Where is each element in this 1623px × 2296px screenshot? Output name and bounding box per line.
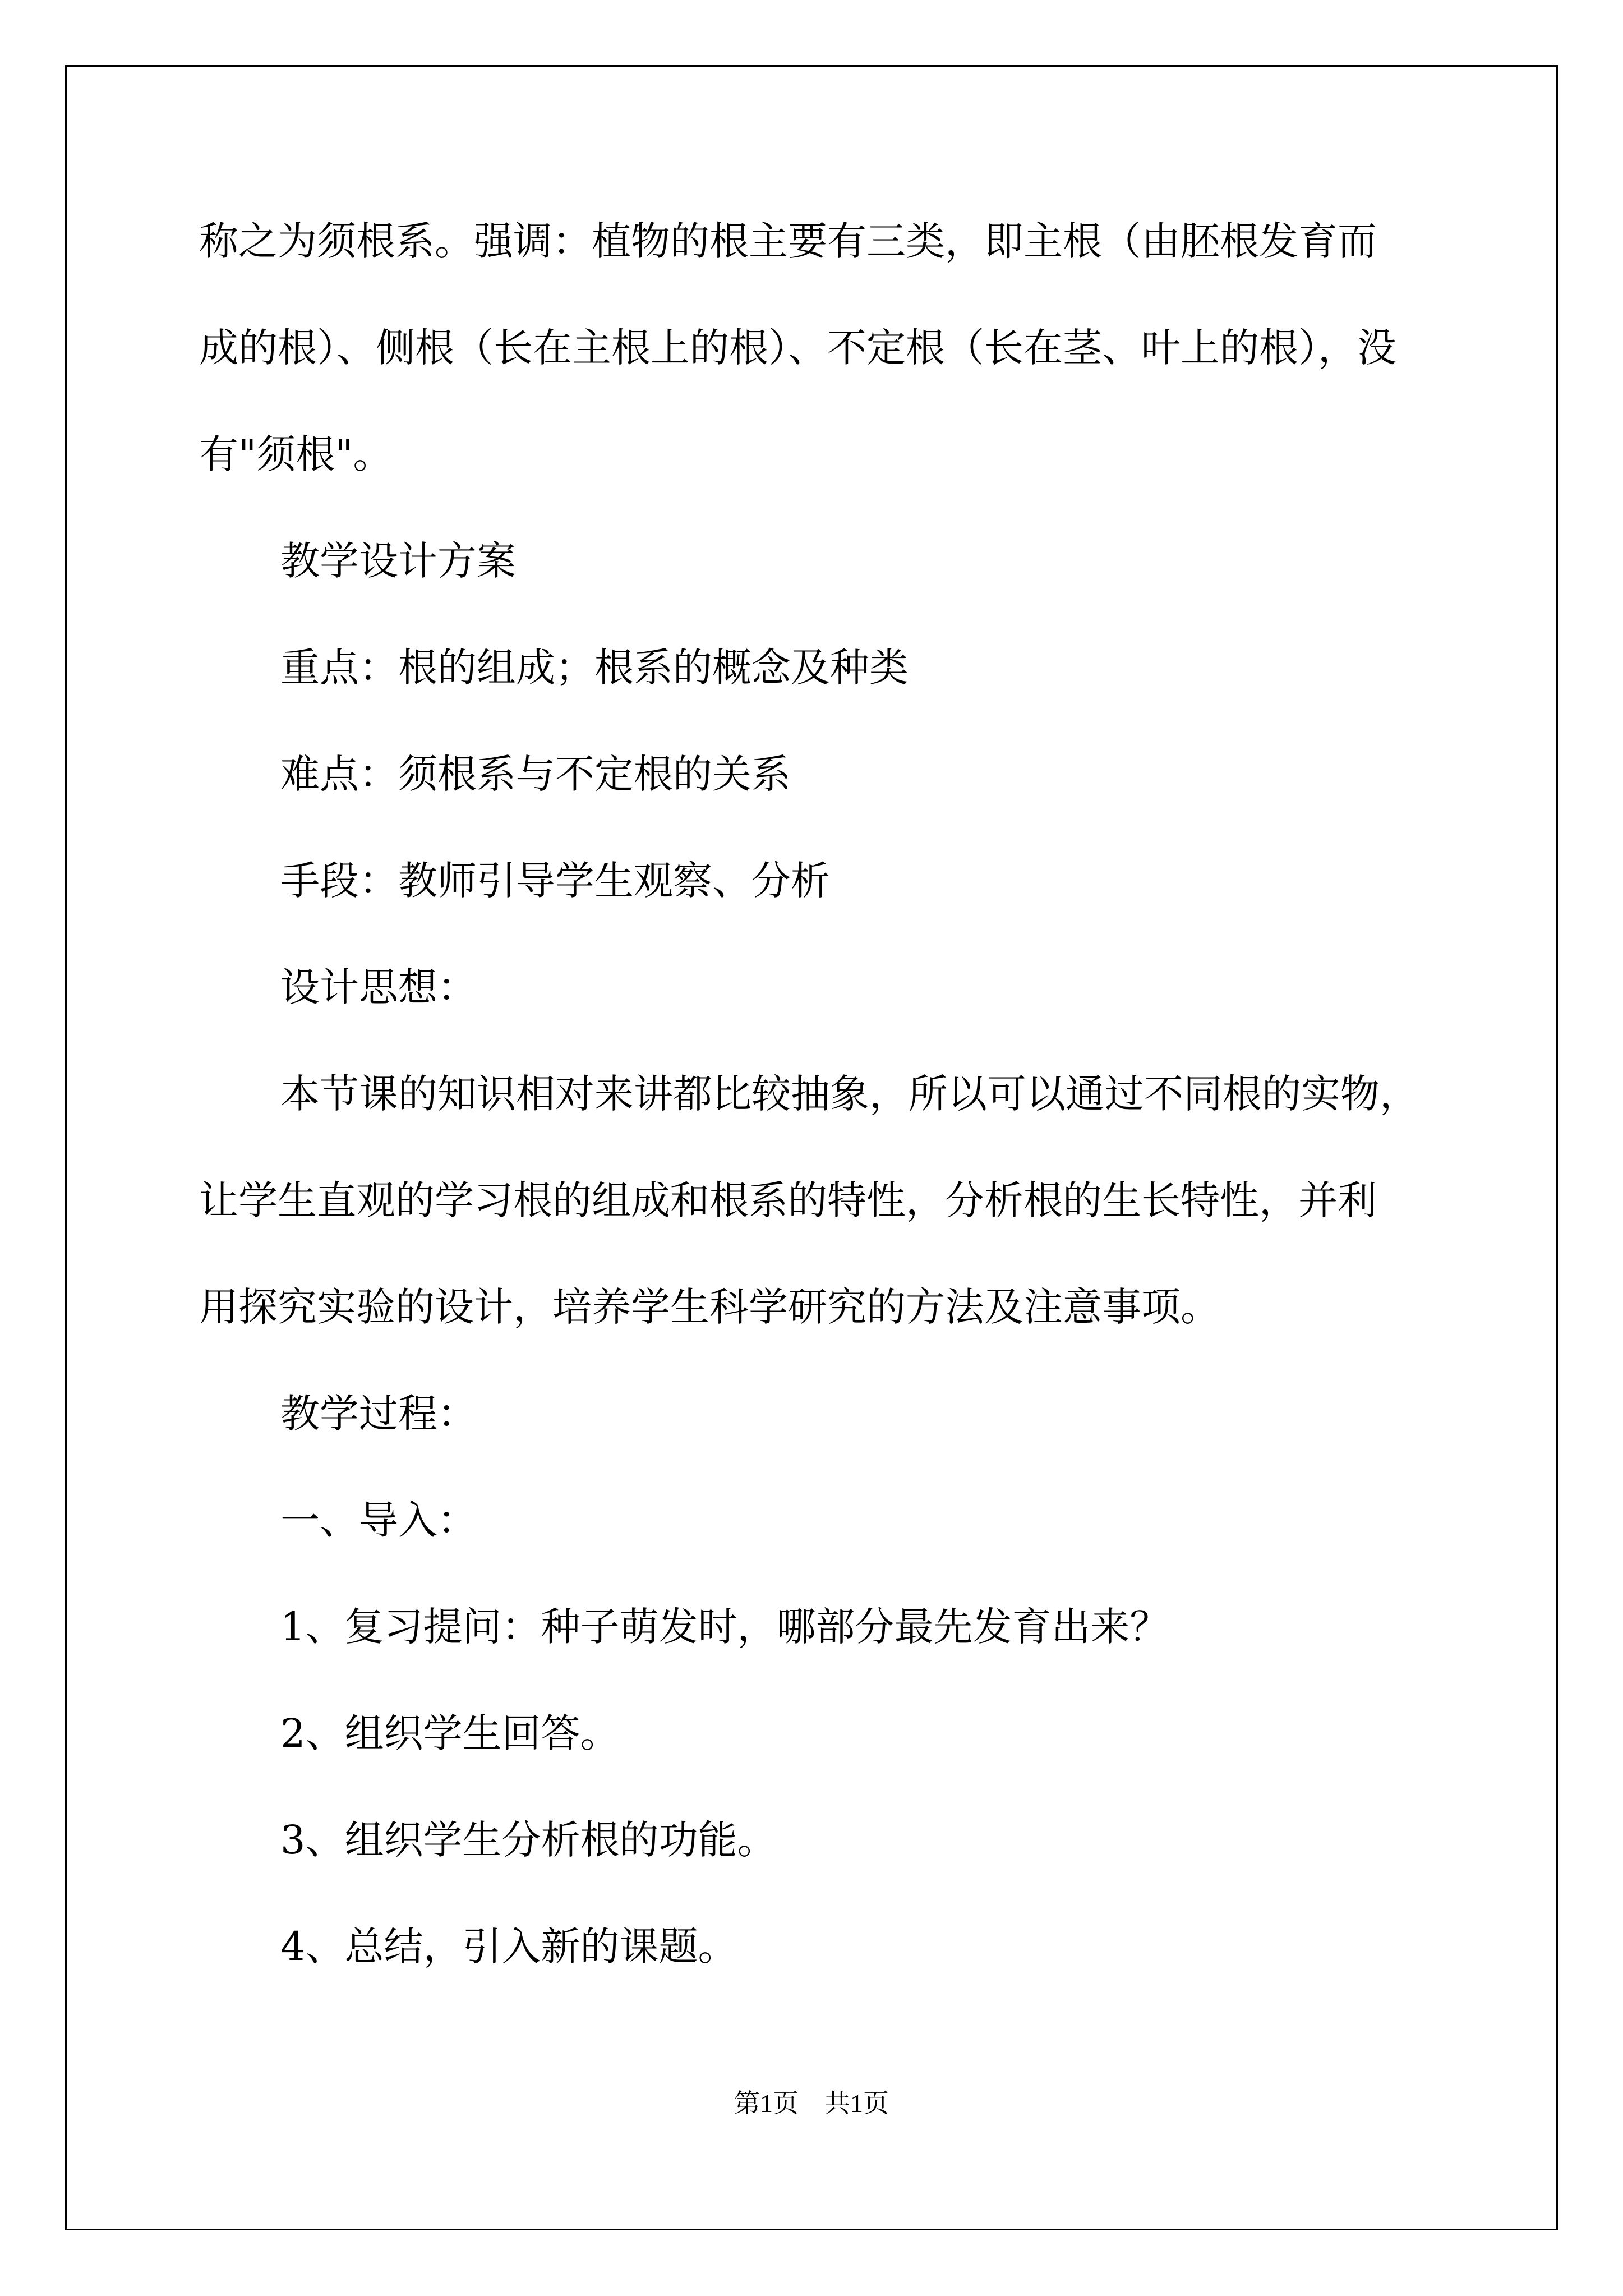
paragraph-line: 手段：教师引导学生观察、分析 — [280, 858, 830, 904]
paragraph-line: 设计思想： — [280, 964, 477, 1010]
paragraph-line: 成的根）、侧根（长在主根上的根）、不定根（长在茎、叶上的根），没 — [199, 325, 1396, 371]
list-item: 4、总结，引入新的课题。 — [280, 1924, 737, 1970]
page-number: 第1页 共1页 — [734, 2089, 889, 2118]
page-border — [65, 65, 1558, 2230]
paragraph-line: 称之为须根系。强调：植物的根主要有三类，即主根（由胚根发育而 — [199, 218, 1377, 264]
list-item: 2、组织学生回答。 — [280, 1710, 620, 1756]
paragraph-line: 难点：须根系与不定根的关系 — [280, 751, 791, 797]
paragraph-line: 一、导入： — [280, 1497, 477, 1543]
paragraph-line: 教学过程： — [280, 1391, 477, 1437]
list-item: 3、组织学生分析根的功能。 — [280, 1817, 777, 1863]
paragraph-line: 有"须根"。 — [199, 431, 393, 477]
section-heading: 教学设计方案 — [280, 538, 516, 584]
paragraph-line: 让学生直观的学习根的组成和根系的特性，分析根的生长特性，并利 — [199, 1177, 1377, 1223]
list-item: 1、复习提问：种子萌发时，哪部分最先发育出来？ — [280, 1604, 1169, 1650]
paragraph-line: 本节课的知识相对来讲都比较抽象，所以可以通过不同根的实物， — [280, 1071, 1419, 1117]
paragraph-line: 用探究实验的设计，培养学生科学研究的方法及注意事项。 — [199, 1284, 1220, 1330]
paragraph-line: 重点：根的组成；根系的概念及种类 — [280, 645, 909, 691]
